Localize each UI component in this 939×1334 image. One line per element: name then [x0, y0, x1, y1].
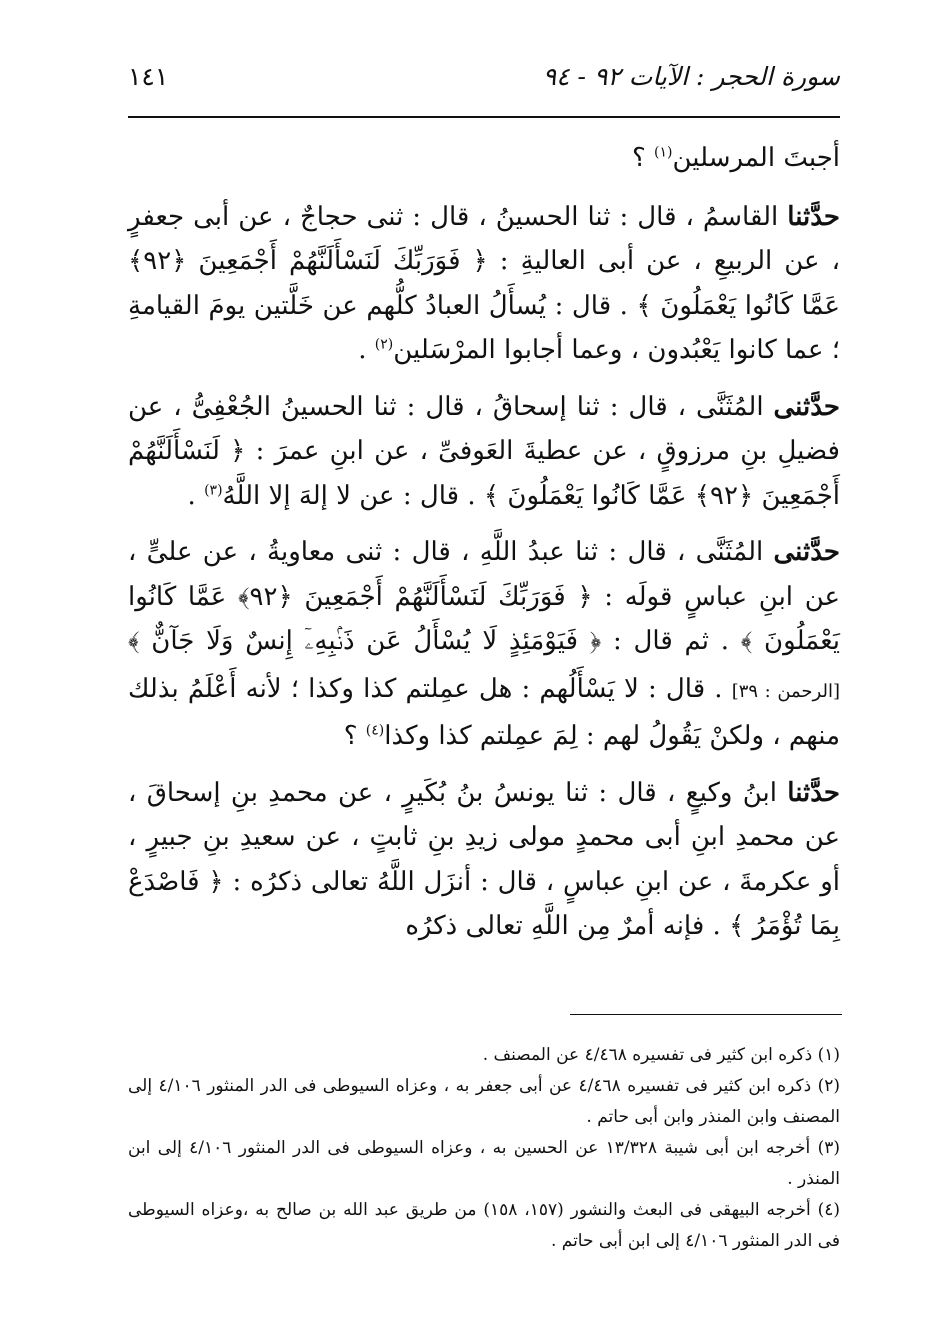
- quran-verse: ﴿ لَنَسْأَلَنَّهُمْ أَجْمَعِينَ ﴿٩٢﴾ عَمَّا كَانُوا يَعْمَلُونَ ﴾: [128, 436, 840, 511]
- isnad-lead: حدَّثنا: [787, 201, 840, 232]
- paragraph-5: [128, 771, 840, 949]
- quran-verse: ﴿ فَوَرَبِّكَ لَنَسْأَلَنَّهُمْ أَجْمَعِينَ ﴿٩٢﴾ عَمَّا كَانُوا يَعْمَلُونَ ﴾: [128, 246, 840, 321]
- running-title: سورة الحجر : الآيات ٩٢ - ٩٤: [542, 62, 840, 91]
- paragraph-text: . قال : عن لا إلهَ إلا اللَّهُ: [222, 480, 484, 511]
- footnote-2: (٢) ذكره ابن كثير فى تفسيره ٤/٤٦٨ عن أبى جعفر به ، وعزاه السيوطى فى الدر المنثور ٤/١٠٦ إلى المصنف وابن المنذر وابن أبى حاتم .: [128, 1076, 840, 1127]
- footnote-1: (١) ذكره ابن كثير فى تفسيره ٤/٤٦٨ عن المصنف .: [482, 1045, 840, 1065]
- quran-verse: ﴿ فَوَرَبِّكَ لَنَسْأَلَنَّهُمْ أَجْمَعِينَ ﴿٩٢﴾ عَمَّا كَانُوا يَعْمَلُونَ ﴾: [128, 581, 840, 656]
- footnote-marker-1: (١): [654, 144, 673, 161]
- isnad-lead: حدَّثنى: [773, 391, 840, 422]
- paragraph-3: [128, 385, 840, 519]
- footnote-marker-2: (٢): [374, 336, 394, 353]
- quran-verse: ﴿ فَيَوْمَئِذٍ لَا يُسْأَلُ عَن ذَنۢبِهِۦٓ إِنسٌ وَلَا جَآنٌّ ﴾: [128, 626, 602, 656]
- footnotes: [128, 1040, 840, 1257]
- paragraph-text: . قال : يُسأَلُ العبادُ كلُّهم عن خَلَّتين يومَ القيامةِ ؛ عما كانوا يَعْبُدون ، وعما أجابوا المرْسَلين: [128, 290, 840, 365]
- paragraph-text: . ثم قال :: [601, 626, 741, 656]
- header-divider: [128, 116, 840, 118]
- page-header: [128, 58, 840, 98]
- paragraph-tail: ؟: [343, 721, 366, 751]
- paragraph-tail: .: [358, 335, 375, 365]
- paragraph-2: [128, 195, 840, 373]
- footnote-4: (٤) أخرجه البيهقى فى البعث والنشور (١٥٧، ١٥٨) من طريق عبد الله بن صالح به ،وعزاه السيوطى فى الدر المنثور ٤/١٠٦ إلى ابن أبى حاتم .: [128, 1200, 841, 1251]
- isnad-lead: حدَّثنى: [773, 537, 840, 567]
- paragraph-text: . فإنه أمرٌ مِن اللَّهِ تعالى ذكرُه: [405, 911, 730, 941]
- main-text: [128, 136, 840, 961]
- paragraph-tail: ؟: [631, 143, 655, 173]
- footnote-marker-4: (٤): [365, 722, 385, 739]
- paragraph-tail: .: [187, 480, 205, 511]
- paragraph-text: المُثَنَّى ، قال : ثنا إسحاقُ ، قال : ثنا الحسينُ الجُعْفِىُّ ، عن فضيلِ بنِ مرزوقٍ ، عن عطيةَ العَوفىِّ ، عن ابنِ عمرَ :: [128, 391, 840, 466]
- paragraph-4: [128, 530, 840, 759]
- footnote-marker-3: (٣): [204, 481, 223, 498]
- paragraph-text: أجبتَ المرسلين: [672, 143, 840, 173]
- paragraph-text: ابنُ وكيعٍ ، قال : ثنا يونسُ بنُ بُكَيرٍ ، عن محمدِ بنِ إسحاقَ ، عن محمدِ ابنِ أبى محمدٍ مولى زيدِ بنِ ثابتٍ ، عن سعيدِ بنِ جبيرٍ ، أو عكرمةَ ، عن ابنِ عباسٍ ، قال : أنزَل اللَّهُ تعالى ذكرُه :: [128, 777, 841, 897]
- isnad-lead: حدَّثنا: [787, 777, 840, 808]
- footnote-3: (٣) أخرجه ابن أبى شيبة ١٣/٣٢٨ عن الحسين به ، وعزاه السيوطى فى الدر المنثور ٤/١٠٦ إلى ابن المنذر .: [128, 1138, 840, 1189]
- paragraph-1: [128, 136, 840, 181]
- quran-verse: ﴿ فَاصْدَعْ بِمَا تُؤْمَرُ ﴾: [128, 866, 840, 941]
- footnote-divider: [570, 1014, 842, 1015]
- paragraph-text: المُثَنَّى ، قال : ثنا عبدُ اللَّهِ ، قال : ثنى معاويةُ ، عن علىٍّ ، عن ابنِ عباسٍ قولَه :: [128, 537, 840, 612]
- surah-reference: [الرحمن : ٣٩]: [731, 680, 841, 702]
- page-number: ١٤١: [128, 62, 169, 91]
- paragraph-text: . قال : لا يَسْأَلُهم : هل عمِلتم كذا وكذا ؛ لأنه أَعْلَمُ بذلك منهم ، ولكنْ يَقُولُ لهم : لِمَ عمِلتم كذا وكذا: [128, 673, 840, 751]
- paragraph-text: القاسمُ ، قال : ثنا الحسينُ ، قال : ثنى حجاجٌ ، عن أبى جعفرٍ ، عن الربيعِ ، عن أبى العاليةِ :: [128, 201, 840, 276]
